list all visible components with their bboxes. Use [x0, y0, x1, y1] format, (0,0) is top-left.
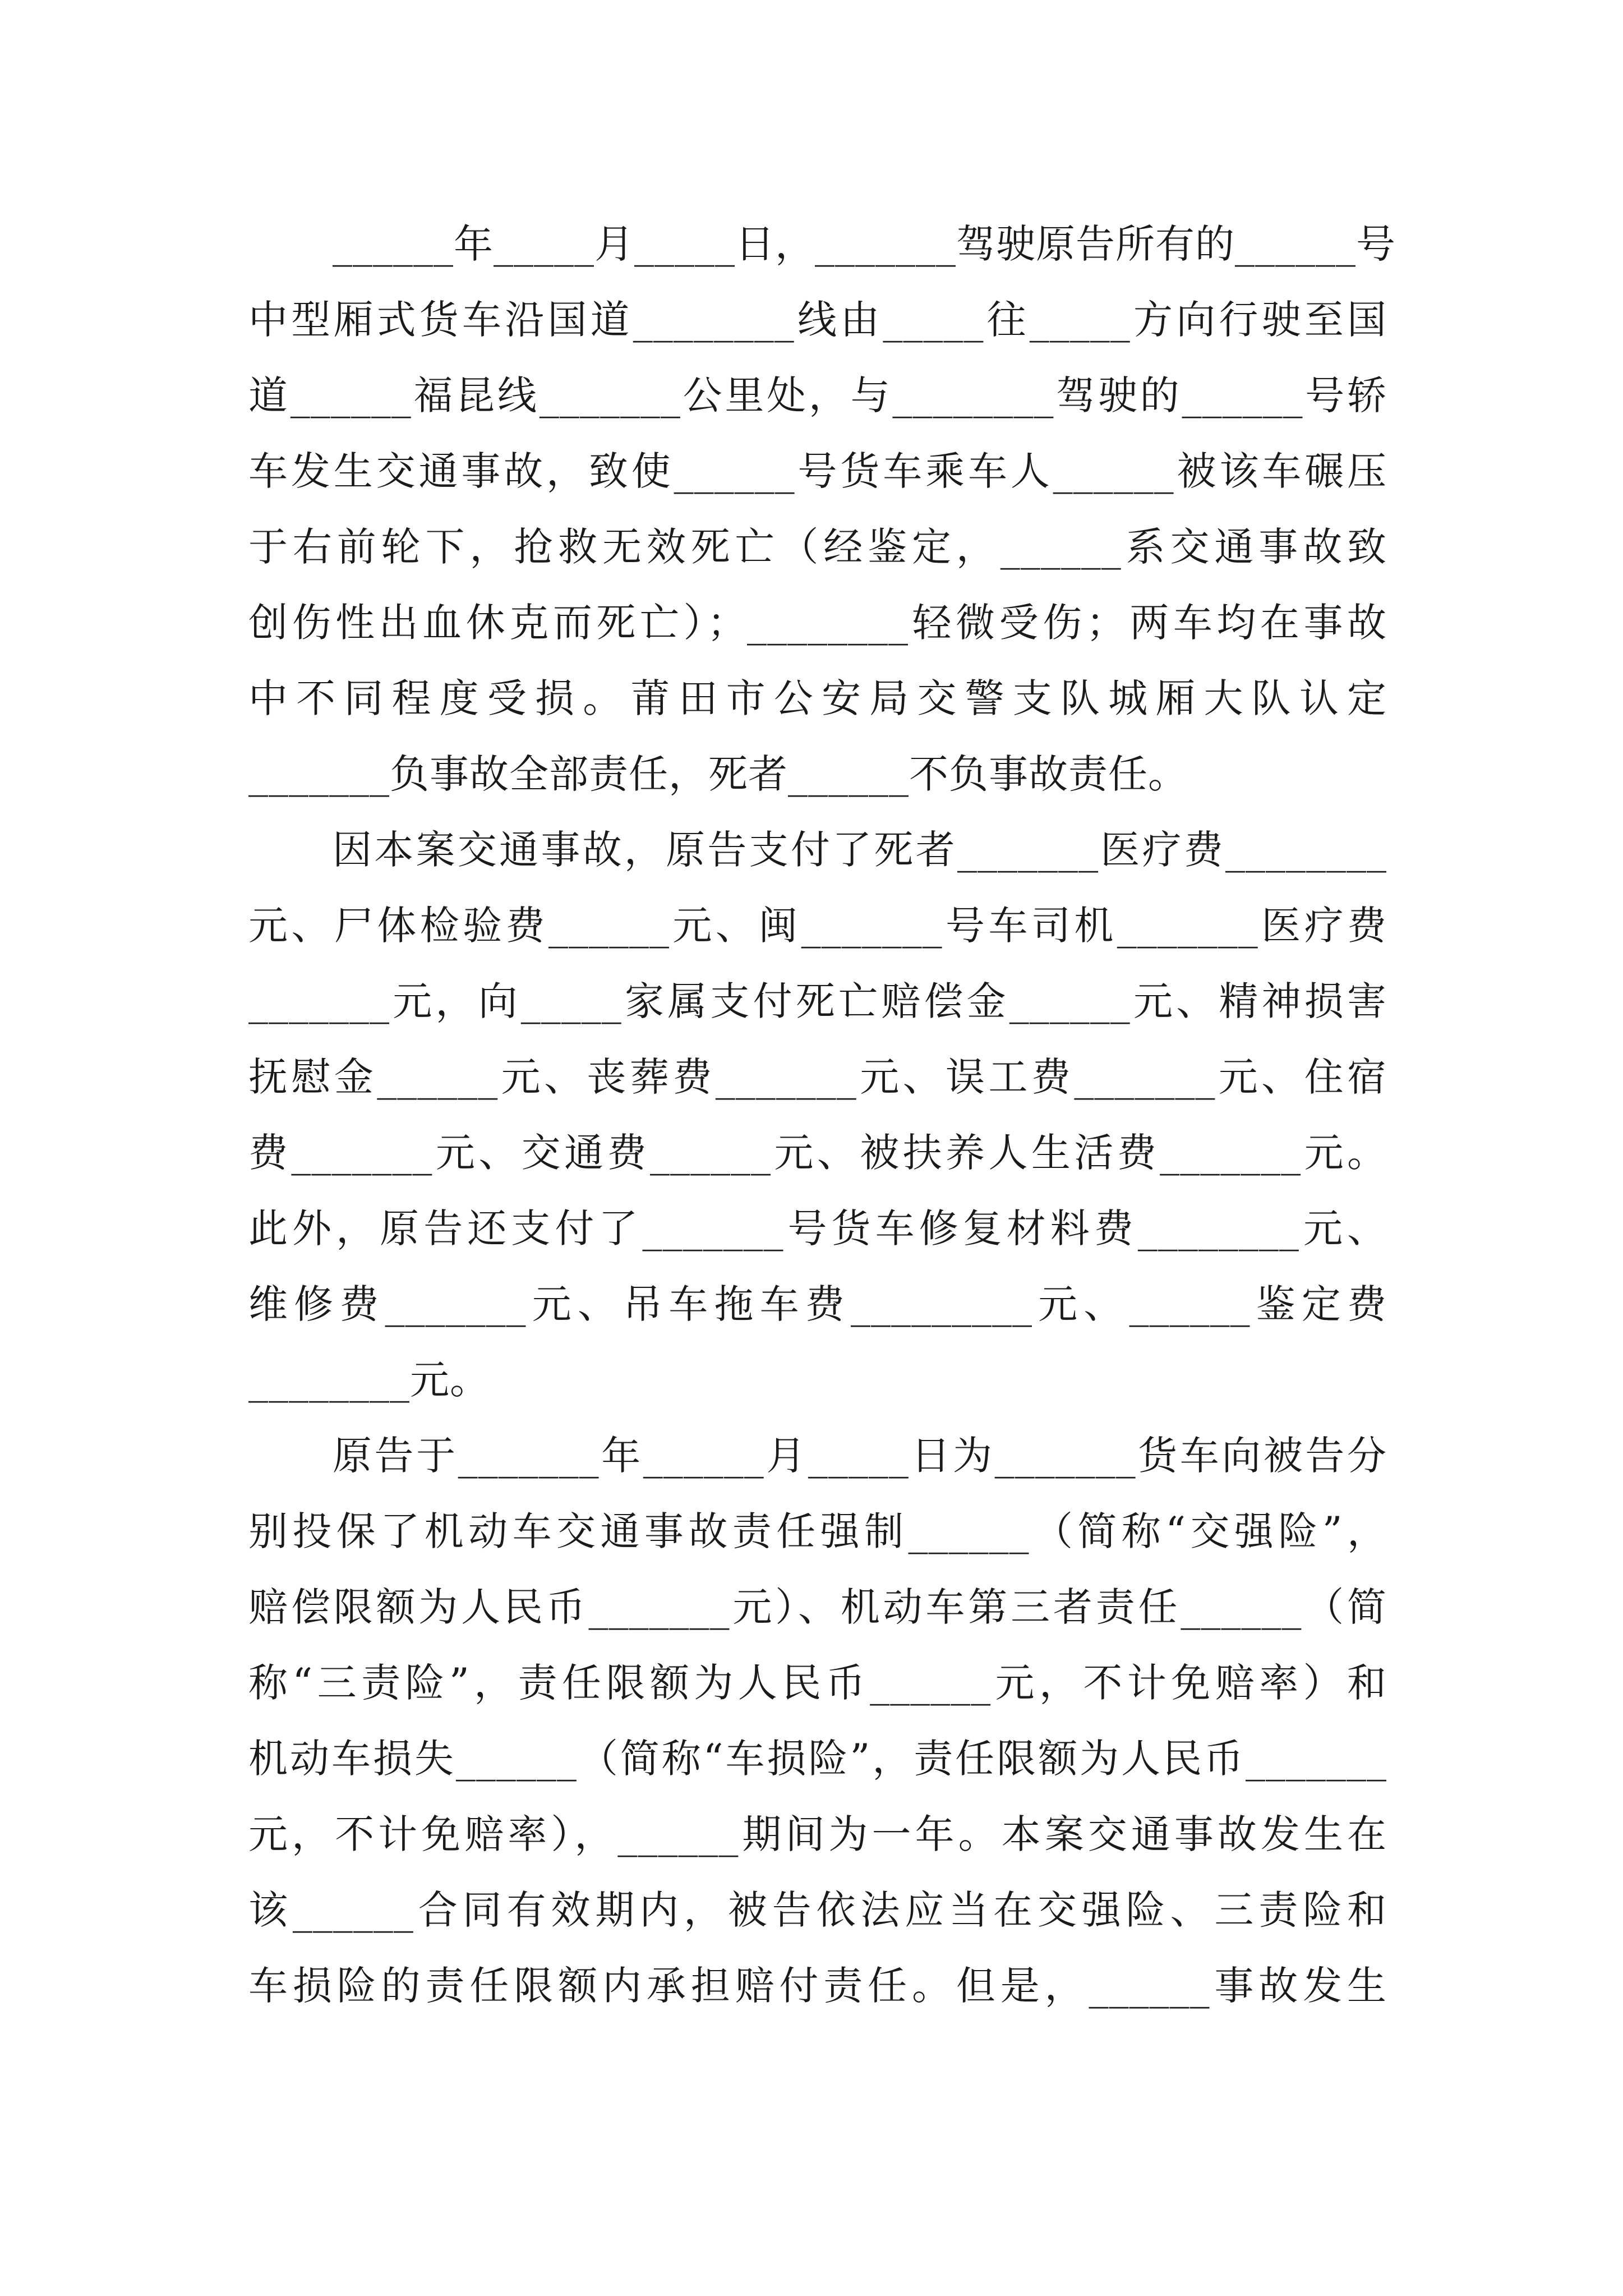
paragraph-1-line-7: 中不同程度受损。莆田市公安局交警支队城厢大队认定 [248, 675, 1387, 721]
paragraph-3-line-5: 机动车损失______（简称“车损险”，责任限额为人民币_______ [248, 1736, 1387, 1782]
paragraph-3-line-4: 称“三责险”，责任限额为人民币______元，不计免赔率）和 [248, 1660, 1387, 1706]
paragraph-3-line-6: 元，不计免赔率），______期间为一年。本案交通事故发生在 [248, 1811, 1387, 1857]
paragraph-3-line-7: 该______合同有效期内，被告依法应当在交强险、三责险和 [248, 1887, 1387, 1933]
paragraph-1-line-5: 于右前轮下，抢救无效死亡（经鉴定，______系交通事故致 [248, 524, 1387, 570]
paragraph-3-line-3: 赔偿限额为人民币_______元）、机动车第三者责任______（简 [248, 1584, 1387, 1630]
paragraph-3-line-1: 原告于_______年______月_____日为_______货车向被告分 [333, 1433, 1387, 1479]
paragraph-3-line-2: 别投保了机动车交通事故责任强制______（简称“交强险”， [248, 1508, 1387, 1554]
paragraph-2-line-6: 此外，原告还支付了_______号货车修复材料费________元、 [248, 1205, 1387, 1251]
paragraph-2-line-5: 费_______元、交通费______元、被扶养人生活费_______元。 [248, 1130, 1387, 1176]
paragraph-1-line-2: 中型厢式货车沿国道________线由_____往_____方向行驶至国 [248, 297, 1387, 343]
paragraph-1-line-8: _______负事故全部责任，死者______不负事故责任。 [248, 751, 1188, 797]
paragraph-1-line-4: 车发生交通事故，致使______号货车乘车人______被该车碾压 [248, 448, 1387, 494]
paragraph-2-line-3: _______元，向_____家属支付死亡赔偿金______元、精神损害 [248, 978, 1387, 1024]
paragraph-2-line-8: ________元。 [248, 1357, 490, 1403]
paragraph-2-line-2: 元、尸体检验费______元、闽_______号车司机_______医疗费 [248, 903, 1387, 949]
paragraph-2-line-7: 维修费_______元、吊车拖车费_________元、______鉴定费 [248, 1281, 1387, 1327]
paragraph-1-line-3: 道______福昆线_______公里处，与________驾驶的______号轿 [248, 372, 1387, 418]
paragraph-2-line-4: 抚慰金______元、丧葬费_______元、误工费_______元、住宿 [248, 1054, 1387, 1100]
paragraph-3-line-8: 车损险的责任限额内承担赔付责任。但是，______事故发生 [248, 1963, 1387, 2009]
paragraph-1-line-1: ______年_____月_____日，_______驾驶原告所有的______号 [333, 221, 1396, 267]
paragraph-1-line-6: 创伤性出血休克而死亡）；________轻微受伤；两车均在事故 [248, 600, 1387, 646]
paragraph-2-line-1: 因本案交通事故，原告支付了死者_______医疗费________ [333, 827, 1387, 873]
